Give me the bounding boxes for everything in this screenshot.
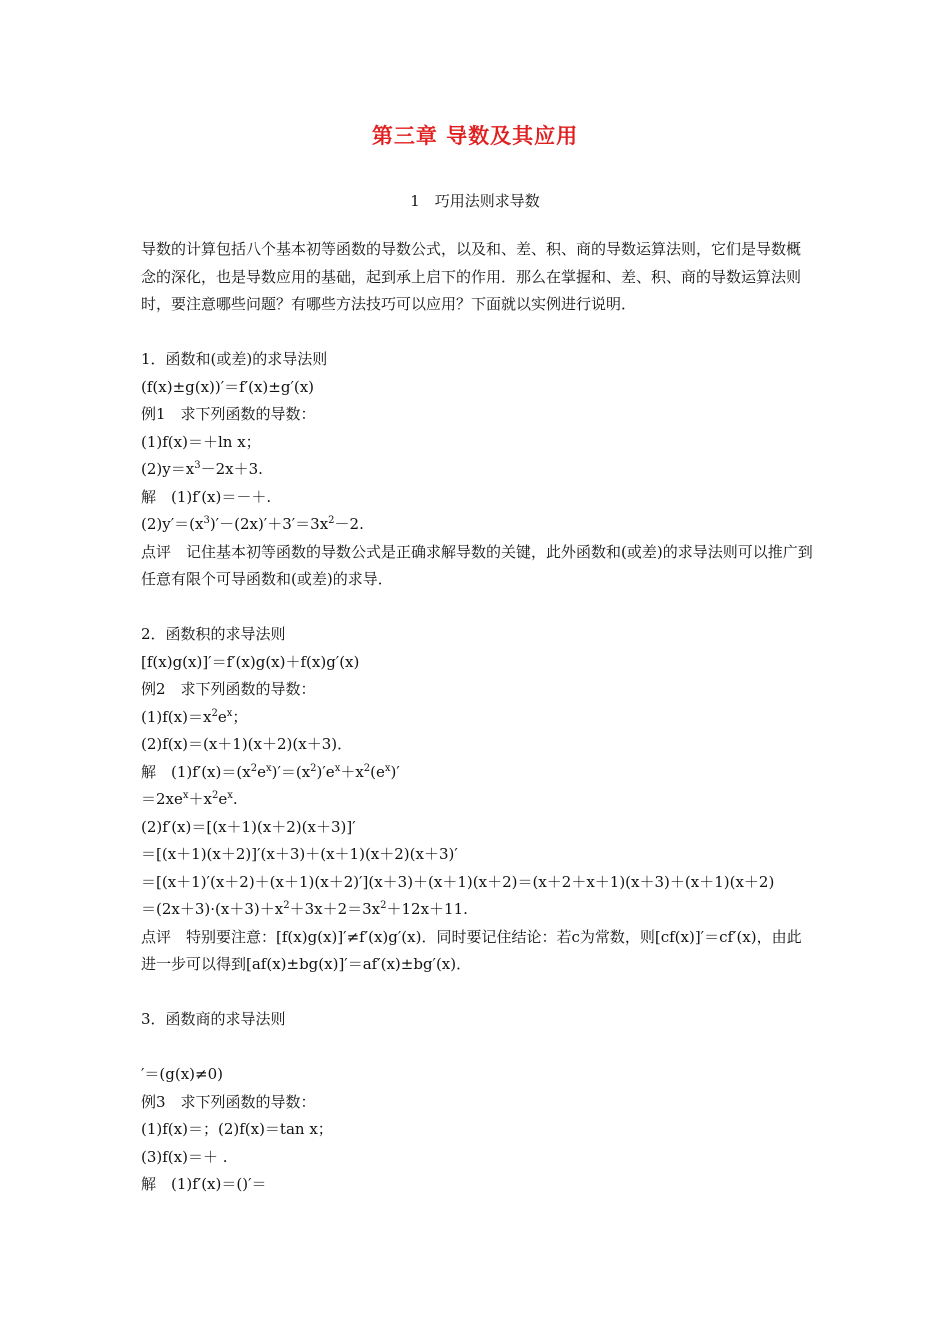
s1-example: 例1 求下列函数的导数： bbox=[141, 405, 316, 423]
s2-answer-1-cont: $=2xe^x+x^2e^x$. bbox=[141, 790, 238, 808]
s1-question-1: (1)f(x)＝＋ln x； bbox=[141, 432, 261, 451]
s3-rule: ′＝(g(x)≠0) bbox=[141, 1065, 223, 1083]
s3-example: 例3 求下列函数的导数： bbox=[141, 1092, 316, 1111]
s1-heading: 1．函数和(或差)的求导法则 bbox=[141, 350, 328, 368]
s2-answer-2-line-2: ＝[(x＋1)(x＋2)]′(x＋3)＋(x＋1)(x＋2)(x＋3)′ bbox=[141, 845, 458, 863]
s2-answer-2-line-1: (2)f′(x)＝[(x＋1)(x＋2)(x＋3)]′ bbox=[141, 817, 356, 836]
s2-heading: 2．函数积的求导法则 bbox=[141, 625, 286, 643]
s3-question-3: (3)f(x)＝＋ . bbox=[141, 1147, 228, 1166]
s2-rule: [f(x)g(x)]′＝f′(x)g(x)＋f(x)g′(x) bbox=[141, 652, 360, 671]
s2-question-1: $(1)f(x)=x^2e^x$； bbox=[141, 707, 248, 726]
s2-answer-2-line-4: $=(2x+3)\cdot(x+3)+x^2+3x+2=3x^2+12x+11$. bbox=[141, 900, 468, 918]
s1-question-2: $(2)y=x^3-2x+3$. bbox=[141, 460, 263, 478]
s1-answer-2: $(2)y'=(x^3)'-(2x)'+3'=3x^2-2$. bbox=[141, 515, 364, 533]
section-subtitle: 1 巧用法则求导数 bbox=[410, 192, 540, 210]
s3-questions-1-2: (1)f(x)＝；(2)f(x)＝tan x； bbox=[141, 1120, 333, 1138]
s2-question-2: (2)f(x)＝(x＋1)(x＋2)(x＋3)． bbox=[141, 735, 353, 753]
s2-answer-2-line-3: ＝[(x＋1)′(x＋2)＋(x＋1)(x＋2)′](x＋3)＋(x＋1)(x＋2)＝(x＋2＋x＋1)(x＋3)＋(x＋1)(x＋2) bbox=[141, 872, 775, 891]
s3-answer-1: 解 (1)f′(x)＝()′＝ bbox=[141, 1175, 267, 1193]
s2-example: 例2 求下列函数的导数： bbox=[141, 680, 316, 698]
s2-note: 点评 特别要注意：[f(x)g(x)]′≠f′(x)g′(x)．同时要记住结论：若c为常数，则[cf(x)]′＝cf′(x)，由此进一步可以得到[af(x)±bg(x)]′＝af′(x)±bg′(x)． bbox=[141, 927, 802, 973]
s3-heading: 3．函数商的求导法则 bbox=[141, 1010, 286, 1028]
chapter-title: 第三章 导数及其应用 bbox=[371, 124, 579, 148]
s2-answer-1: 解 $(1)f'(x)=(x^2e^x)'=(x^2)'e^x+x^2(e^x)'$ bbox=[141, 762, 400, 781]
s1-rule: (f(x)±g(x))′＝f′(x)±g′(x) bbox=[141, 377, 315, 396]
s1-answer-1: 解 (1)f′(x)＝－＋. bbox=[141, 487, 272, 506]
intro-paragraph: 导数的计算包括八个基本初等函数的导数公式，以及和、差、积、商的导数运算法则，它们是导数概念的深化，也是导数应用的基础，起到承上启下的作用．那么在掌握和、差、积、商的导数运算法则时，要注意哪些问题？有哪些方法技巧可以应用？下面就以实例进行说明． bbox=[141, 240, 802, 313]
document-body bbox=[141, 236, 813, 1199]
s1-note: 点评 记住基本初等函数的导数公式是正确求解导数的关键，此外函数和(或差)的求导法则可以推广到任意有限个可导函数和(或差)的求导． bbox=[141, 542, 813, 588]
